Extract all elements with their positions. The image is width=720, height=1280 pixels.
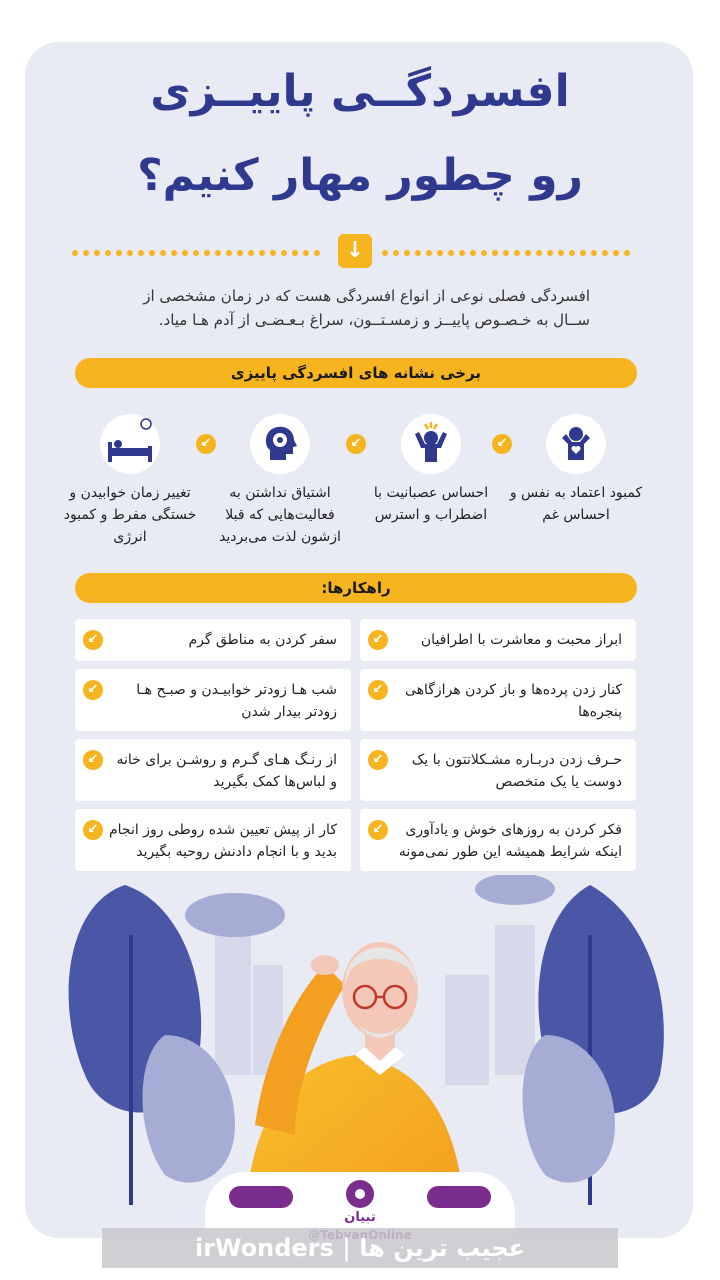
title-line-1: افسردگــی پاییــزی	[150, 66, 570, 117]
chevron-icon: ↙	[492, 434, 512, 454]
symptoms-header: برخی نشانه های افسردگی پاییزی	[75, 358, 637, 388]
nervous-icon	[401, 414, 461, 474]
low-confidence-icon	[546, 414, 606, 474]
solution-item	[75, 619, 351, 661]
solution-text: ابراز محبت و معاشرت با اطرافیان	[420, 632, 622, 648]
sleeping-icon	[100, 414, 160, 474]
solutions-header: راهکارها:	[75, 573, 637, 603]
intro-text: افسردگی فصلی نوعی از انواع افسردگی هست که در زمان مشخصی از ســال به خـصـوص پاییــز و زمسـتــون، سراغ بـعـضـی از آدم هـا میاد.	[143, 287, 590, 329]
dotted-divider-right	[382, 250, 640, 256]
head-icon	[250, 414, 310, 474]
chevron-icon: ↙	[83, 630, 103, 650]
solution-item	[360, 739, 636, 801]
solution-text: حـرف زدن دربـاره مشـکلاتتون با یک دوست یا یک متخصص	[411, 752, 622, 790]
solution-item	[75, 739, 351, 801]
symptom-label: اشتیاق نداشتن به فعالیت‌هایی که قبلا ازشون لذت می‌بردید	[219, 485, 341, 545]
chevron-icon: ↙	[368, 820, 388, 840]
brand-name: تبیان	[344, 1210, 376, 1225]
chevron-icon: ↙	[83, 680, 103, 700]
chevron-icon: ↙	[83, 750, 103, 770]
chevron-icon: ↙	[196, 434, 216, 454]
solution-item	[360, 809, 636, 871]
chevron-icon: ↙	[368, 750, 388, 770]
solution-text: فکر کردن به روزهای خوش و یادآوری اینکه شرایط همیشه این طور نمی‌مونه	[398, 822, 622, 860]
symptom-label: کمبود اعتماد به نفس و احساس غم	[509, 485, 643, 523]
title-line-2: رو چطور مهار کنیم؟	[137, 150, 583, 201]
solution-text: شب هـا زودتر خوابیـدن و صبـح هـا زودتر بیدار شدن	[136, 682, 337, 720]
solution-text: کار از پیش تعیین شده روطی روز انجام بدید و با انجام دادنش روحیه بگیرید	[108, 822, 337, 860]
solution-item	[360, 669, 636, 731]
down-arrow-icon: ↓	[338, 234, 372, 268]
solution-item	[75, 669, 351, 731]
chevron-icon: ↙	[368, 630, 388, 650]
chevron-icon: ↙	[368, 680, 388, 700]
solution-item	[360, 619, 636, 661]
solution-item	[75, 809, 351, 871]
solution-text: از رنـگ هـای گـرم و روشـن برای خانه و لباس‌ها کمک بگیرید	[116, 752, 337, 790]
solution-text: کنار زدن پرده‌ها و باز کردن هرازگاهی پنجره‌ها	[404, 682, 622, 720]
dotted-divider-left	[72, 250, 330, 256]
chevron-icon: ↙	[83, 820, 103, 840]
symptom-label: تغییر زمان خوابیدن و خستگی مفرط و کمبود انرژی	[63, 485, 197, 545]
symptom-label: احساس عصبانیت با اضطراب و استرس	[373, 485, 489, 523]
chevron-icon: ↙	[346, 434, 366, 454]
watermark: irWonders | عجیب ترین ها	[102, 1228, 618, 1268]
solution-text: سفر کردن به مناطق گرم	[188, 632, 337, 648]
